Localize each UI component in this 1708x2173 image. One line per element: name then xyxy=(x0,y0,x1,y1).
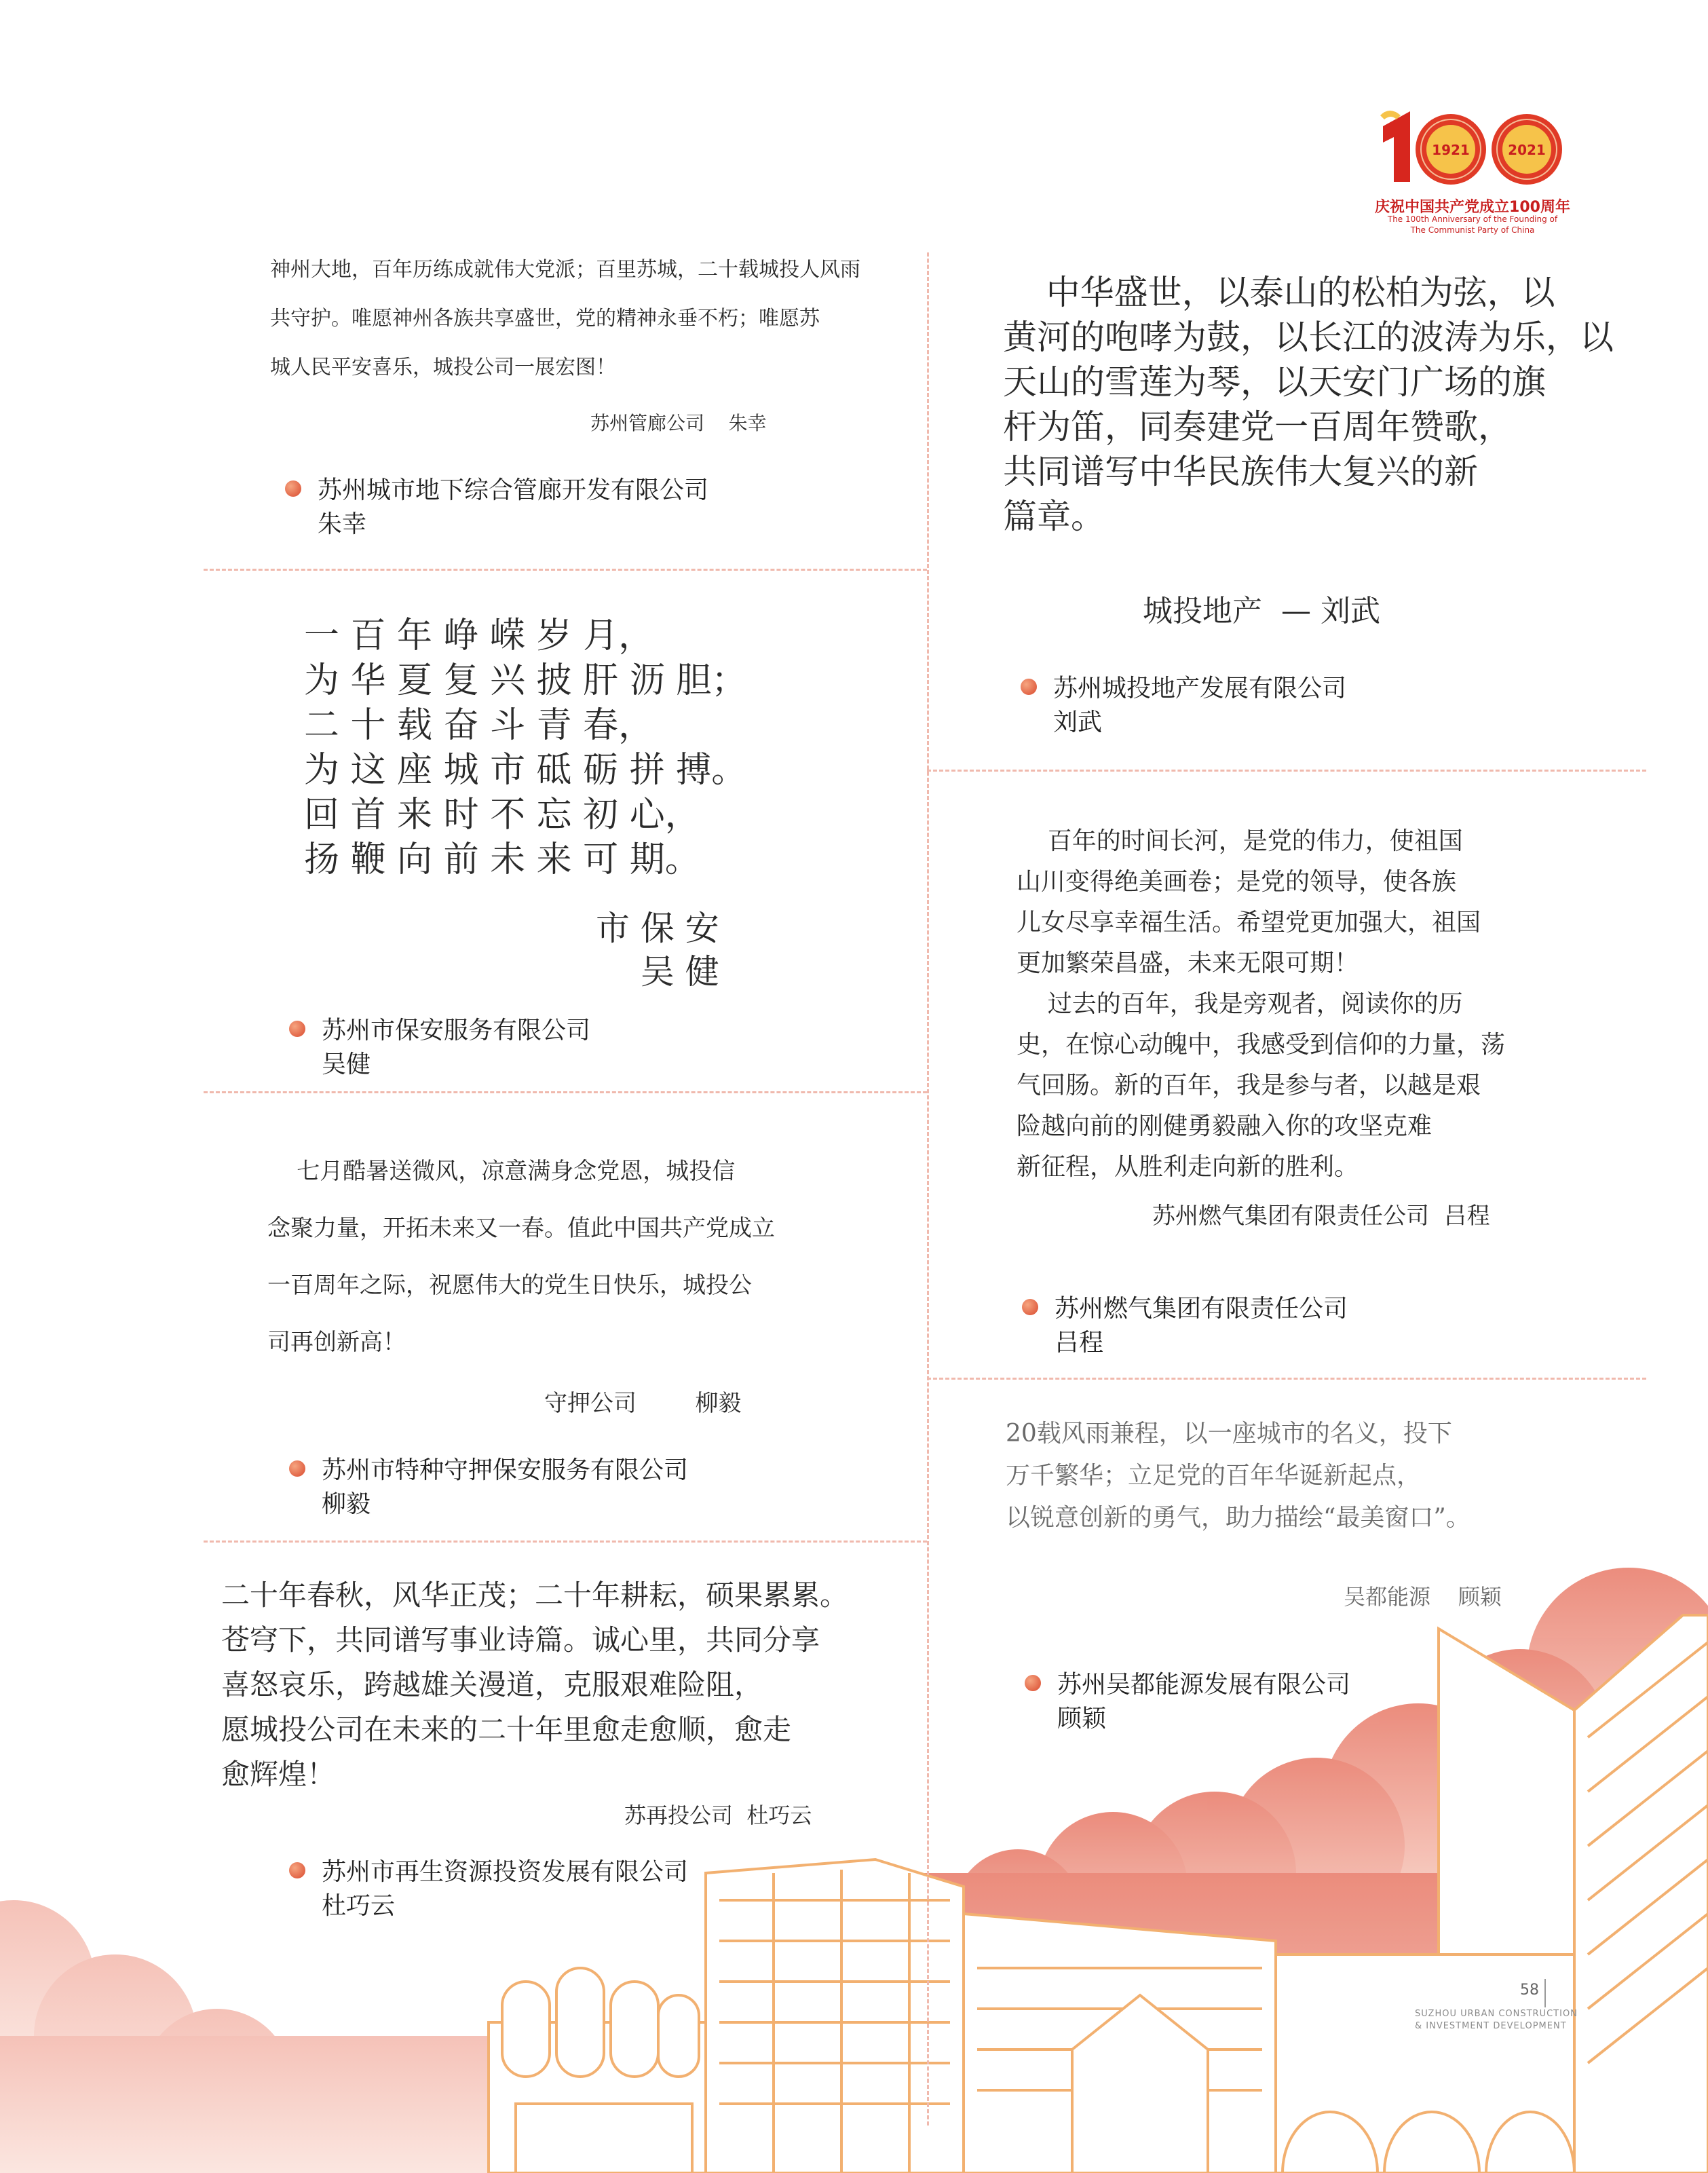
badge-title-en-1: The 100th Anniversary of the Founding of xyxy=(1387,214,1558,224)
footer-en-line-1: SUZHOU URBAN CONSTRUCTION xyxy=(1415,2009,1578,2019)
badge-year-start: 1921 xyxy=(1432,142,1470,158)
centenary-logo-icon xyxy=(1371,102,1574,197)
company-name: 苏州吴都能源发展有限公司 xyxy=(1057,1671,1351,1699)
message-handwriting: 20载风雨兼程，以一座城市的名义，投下 万千繁华；立足党的百年华诞新起点， 以锐意创新的勇气，助力描绘“最美窗口”。 xyxy=(1006,1420,1470,1532)
person-name: 吴健 xyxy=(322,1051,371,1078)
footer-rule xyxy=(1544,1979,1546,2007)
divider-left-3 xyxy=(204,1541,927,1543)
company-name: 苏州城投地产发展有限公司 xyxy=(1053,675,1347,702)
message-handwriting: 中华盛世，以泰山的松柏为弦，以 黄河的咆哮为鼓，以长江的波涛为乐，以 天山的雪莲为琴，以天安门广场的旗 杆为笛，同奏建党一百周年赞歌， 共同谱写中华民族伟大复兴的新 篇章。 xyxy=(1003,273,1614,536)
bullet-dot-icon xyxy=(289,1862,305,1878)
message-signature: 苏州管廊公司 朱幸 xyxy=(590,412,767,434)
person-name: 柳毅 xyxy=(322,1490,371,1518)
message-handwriting: 二十年春秋，风华正茂；二十年耕耘，硕果累累。 苍穹下，共同谱写事业诗篇。诚心里，共同分享 喜怒哀乐，跨越雄关漫道，克服艰难险阻， 愿城投公司在未来的二十年里愈走愈顺，愈走 愈辉煌！ xyxy=(221,1579,849,1791)
message-signature: 苏再投公司 杜巧云 xyxy=(624,1802,812,1828)
person-name: 吕程 xyxy=(1055,1329,1104,1357)
divider-right-1 xyxy=(927,770,1646,772)
message-signature: 苏州燃气集团有限责任公司 吕程 xyxy=(1152,1203,1490,1230)
company-name: 苏州市再生资源投资发展有限公司 xyxy=(322,1858,689,1886)
centenary-badge xyxy=(1371,102,1574,238)
column-divider xyxy=(927,252,929,2125)
message-handwriting: 一 百 年 峥 嵘 岁 月， 为 华 夏 复 兴 披 肝 沥 胆； 二 十 载 奋 斗 青 春， 为 这 座 城 市 砥 砺 拼 搏。 回 首 来 时 不 忘 初 心， 扬 鞭 向 前 未 来 可 期。 xyxy=(304,616,747,880)
badge-title-cn: 庆祝中国共产党成立100周年 xyxy=(1375,199,1570,216)
divider-left-1 xyxy=(204,569,927,571)
company-name: 苏州城市地下综合管廊开发有限公司 xyxy=(318,476,709,504)
badge-title-en-2: The Communist Party of China xyxy=(1410,225,1535,235)
bullet-dot-icon xyxy=(1022,1299,1038,1315)
badge-year-end: 2021 xyxy=(1508,142,1546,158)
divider-right-2 xyxy=(927,1378,1646,1380)
company-name: 苏州燃气集团有限责任公司 xyxy=(1055,1295,1348,1323)
person-name: 刘武 xyxy=(1053,708,1103,736)
page-number: 58 xyxy=(1520,1982,1539,1999)
bullet-dot-icon xyxy=(289,1460,305,1477)
message-handwriting: 神州大地，百年历练成就伟大党派；百里苏城，二十载城投人风雨 共守护。唯愿神州各族共享盛世，党的精神永垂不朽；唯愿苏 城人民平安喜乐，城投公司一展宏图！ xyxy=(270,258,860,379)
bullet-dot-icon xyxy=(285,480,301,497)
person-name: 朱幸 xyxy=(318,510,367,538)
divider-left-2 xyxy=(204,1091,927,1093)
message-signature: 守押公司 柳毅 xyxy=(544,1390,742,1417)
message-signature: 市 保 安 吴 健 xyxy=(596,909,719,991)
bullet-dot-icon xyxy=(1025,1675,1041,1691)
person-name: 杜巧云 xyxy=(322,1892,396,1920)
company-name: 苏州市特种守押保安服务有限公司 xyxy=(322,1456,689,1484)
bullet-dot-icon xyxy=(289,1021,305,1037)
message-handwriting: 百年的时间长河，是党的伟力，使祖国 山川变得绝美画卷；是党的领导，使各族 儿女尽享幸福生活。希望党更加强大，祖国 更加繁荣昌盛，未来无限可期！ 过去的百年，我是旁观者，阅读你的历 史，在惊心动魄中，我感受到信仰的力量，荡 气回肠。新的百年，我是参与者，以越是艰 险越向前的刚健勇毅融入你的攻坚克难 新征程，从胜利走向新的胜利。 xyxy=(1017,827,1506,1181)
bullet-dot-icon xyxy=(1021,679,1037,695)
message-signature: 吴都能源 顾颖 xyxy=(1344,1584,1502,1610)
message-handwriting: 七月酷暑送微风，凉意满身念党恩，城投信 念聚力量，开拓未来又一春。值此中国共产党成立 一百周年之际，祝愿伟大的党生日快乐，城投公 司再创新高！ xyxy=(267,1158,775,1356)
footer-en-line-2: & INVESTMENT DEVELOPMENT xyxy=(1415,2021,1567,2031)
message-signature: 城投地产 — 刘武 xyxy=(1143,594,1380,628)
company-name: 苏州市保安服务有限公司 xyxy=(322,1017,591,1044)
person-name: 顾颖 xyxy=(1057,1705,1107,1733)
